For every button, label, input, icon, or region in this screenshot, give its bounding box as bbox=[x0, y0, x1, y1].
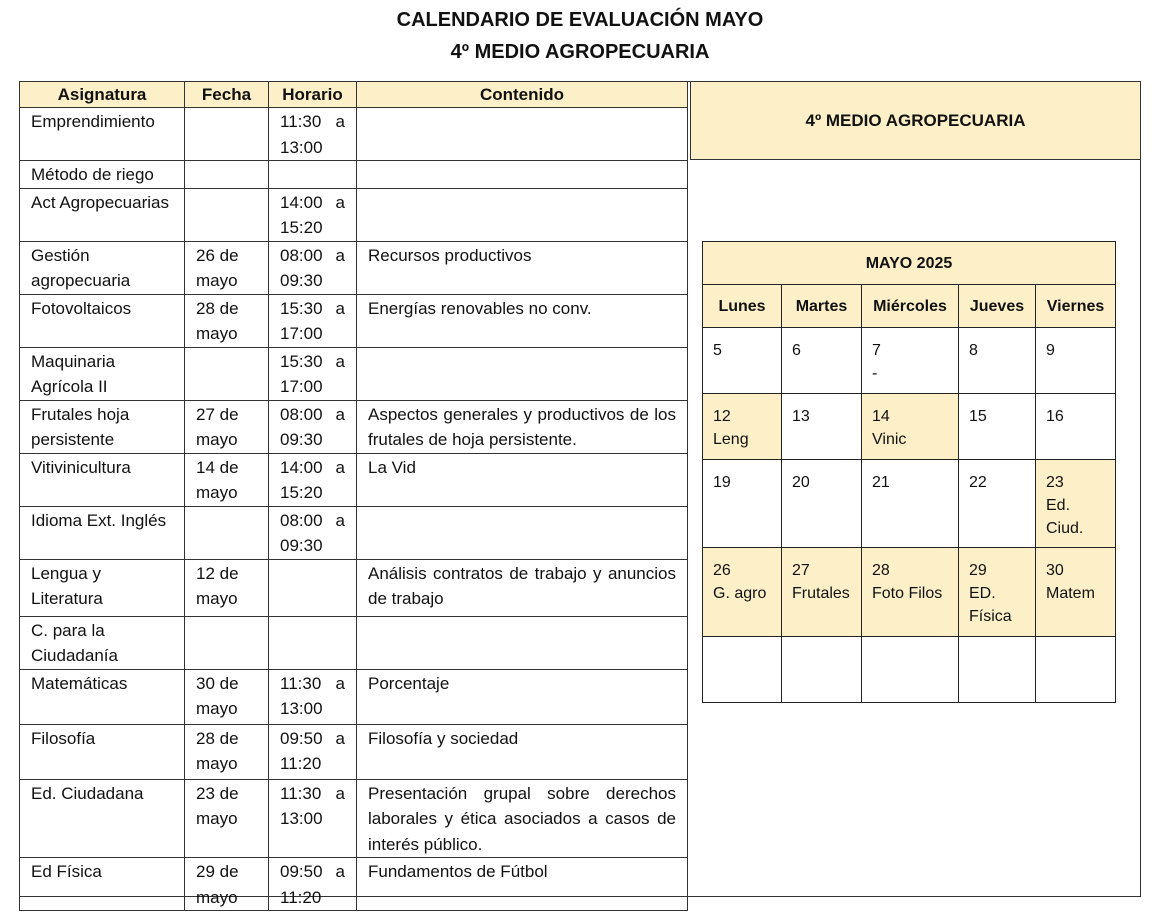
calendar bbox=[702, 241, 1116, 703]
calendar-day bbox=[703, 548, 782, 637]
cell-time bbox=[269, 616, 357, 669]
cell-date bbox=[185, 347, 269, 400]
day-number: 29 bbox=[969, 562, 987, 579]
cell-content: Análisis contratos de trabajo y anuncios de trabajo bbox=[357, 559, 688, 616]
table-row bbox=[20, 161, 688, 189]
weekday-header: Viernes bbox=[1036, 285, 1116, 328]
cell-date: 28 de mayo bbox=[185, 724, 269, 779]
calendar-day bbox=[1036, 460, 1116, 548]
day-event: Ed. Ciud. bbox=[1046, 497, 1084, 537]
calendar-day bbox=[703, 637, 782, 703]
day-event: - bbox=[872, 365, 878, 382]
cell-subject: Ed Física bbox=[20, 858, 185, 911]
cell-content: Fundamentos de Fútbol bbox=[357, 858, 688, 911]
cell-content: Aspectos generales y productivos de los frutales de hoja persistente. bbox=[357, 400, 688, 453]
cell-date bbox=[185, 108, 269, 161]
cell-subject: Método de riego bbox=[20, 161, 185, 189]
calendar-day bbox=[703, 460, 782, 548]
table-row bbox=[20, 241, 688, 294]
day-number: 16 bbox=[1046, 408, 1064, 425]
cell-content bbox=[357, 188, 688, 241]
table-row bbox=[20, 669, 688, 724]
day-number: 20 bbox=[792, 474, 810, 491]
day-number: 15 bbox=[969, 408, 987, 425]
calendar-day bbox=[862, 637, 959, 703]
header-fecha: Fecha bbox=[185, 82, 269, 108]
day-number: 27 bbox=[792, 562, 810, 579]
day-number: 7 bbox=[872, 342, 881, 359]
cell-time: 14:00 a 15:20 bbox=[269, 188, 357, 241]
cell-content: Porcentaje bbox=[357, 669, 688, 724]
cell-time: 08:00 a 09:30 bbox=[269, 506, 357, 559]
cell-time: 09:50 a 11:20 bbox=[269, 858, 357, 911]
cell-content: Recursos productivos bbox=[357, 241, 688, 294]
cell-date: 26 de mayo bbox=[185, 241, 269, 294]
day-number: 8 bbox=[969, 342, 978, 359]
cell-time: 08:00 a 09:30 bbox=[269, 400, 357, 453]
cell-subject: Frutales hoja persistente bbox=[20, 400, 185, 453]
cell-content: Presentación grupal sobre derechos laborales y ética asociados a casos de interés público. bbox=[357, 779, 688, 858]
calendar-day bbox=[862, 460, 959, 548]
cell-date: 14 de mayo bbox=[185, 453, 269, 506]
day-event: ED. Física bbox=[969, 585, 1012, 625]
calendar-day bbox=[862, 394, 959, 460]
calendar-day bbox=[1036, 548, 1116, 637]
cell-subject: Filosofía bbox=[20, 724, 185, 779]
calendar-day bbox=[782, 394, 862, 460]
calendar-day bbox=[862, 328, 959, 394]
calendar-day bbox=[959, 394, 1036, 460]
table-row bbox=[20, 858, 688, 911]
calendar-day bbox=[782, 637, 862, 703]
day-number: 14 bbox=[872, 408, 890, 425]
table-row bbox=[20, 506, 688, 559]
header-contenido: Contenido bbox=[357, 82, 688, 108]
cell-subject: Gestión agropecuaria bbox=[20, 241, 185, 294]
cell-time: 08:00 a 09:30 bbox=[269, 241, 357, 294]
page-subtitle: 4º MEDIO AGROPECUARIA bbox=[450, 41, 710, 63]
calendar-day bbox=[1036, 637, 1116, 703]
cell-time: 11:30 a 13:00 bbox=[269, 108, 357, 161]
table-row bbox=[20, 347, 688, 400]
day-event: Leng bbox=[713, 431, 749, 448]
calendar-day bbox=[703, 328, 782, 394]
page-title: CALENDARIO DE EVALUACIÓN MAYO bbox=[396, 9, 764, 31]
cell-subject: Lengua y Literatura bbox=[20, 559, 185, 616]
day-number: 9 bbox=[1046, 342, 1055, 359]
evaluation-table bbox=[19, 81, 688, 911]
cell-date bbox=[185, 161, 269, 189]
table-row bbox=[20, 453, 688, 506]
calendar-day bbox=[782, 548, 862, 637]
day-number: 22 bbox=[969, 474, 987, 491]
header-asignatura: Asignatura bbox=[20, 82, 185, 108]
day-number: 13 bbox=[792, 408, 810, 425]
cell-content bbox=[357, 347, 688, 400]
calendar-week bbox=[703, 328, 1116, 394]
cell-date: 27 de mayo bbox=[185, 400, 269, 453]
cell-content: La Vid bbox=[357, 453, 688, 506]
side-header: 4º MEDIO AGROPECUARIA bbox=[690, 81, 1141, 160]
table-header-row bbox=[20, 82, 688, 108]
day-event: G. agro bbox=[713, 585, 767, 602]
day-number: 28 bbox=[872, 562, 890, 579]
table-row bbox=[20, 400, 688, 453]
cell-content bbox=[357, 108, 688, 161]
cell-date bbox=[185, 506, 269, 559]
weekday-header: Miércoles bbox=[862, 285, 959, 328]
cell-date: 28 de mayo bbox=[185, 294, 269, 347]
day-number: 23 bbox=[1046, 474, 1064, 491]
day-number: 21 bbox=[872, 474, 890, 491]
cell-content bbox=[357, 616, 688, 669]
cell-date: 29 de mayo bbox=[185, 858, 269, 911]
weekday-header: Martes bbox=[782, 285, 862, 328]
cell-content: Energías renovables no conv. bbox=[357, 294, 688, 347]
day-event: Foto Filos bbox=[872, 585, 943, 602]
calendar-day bbox=[782, 460, 862, 548]
table-row bbox=[20, 779, 688, 858]
cell-subject: Vitivinicultura bbox=[20, 453, 185, 506]
day-event: Vinic bbox=[872, 431, 907, 448]
cell-subject: Emprendimiento bbox=[20, 108, 185, 161]
header-horario: Horario bbox=[269, 82, 357, 108]
day-event: Frutales bbox=[792, 585, 850, 602]
calendar-week bbox=[703, 637, 1116, 703]
calendar-day bbox=[862, 548, 959, 637]
table-row bbox=[20, 724, 688, 779]
cell-time: 15:30 a 17:00 bbox=[269, 294, 357, 347]
cell-time bbox=[269, 559, 357, 616]
cell-content bbox=[357, 161, 688, 189]
calendar-day bbox=[1036, 328, 1116, 394]
calendar-day bbox=[959, 328, 1036, 394]
table-row bbox=[20, 559, 688, 616]
cell-date bbox=[185, 188, 269, 241]
cell-subject: Ed. Ciudadana bbox=[20, 779, 185, 858]
cell-date: 12 de mayo bbox=[185, 559, 269, 616]
day-number: 5 bbox=[713, 342, 722, 359]
calendar-week bbox=[703, 460, 1116, 548]
calendar-day bbox=[782, 328, 862, 394]
day-number: 6 bbox=[792, 342, 801, 359]
cell-subject: Fotovoltaicos bbox=[20, 294, 185, 347]
day-number: 12 bbox=[713, 408, 731, 425]
day-number: 19 bbox=[713, 474, 731, 491]
cell-date: 30 de mayo bbox=[185, 669, 269, 724]
calendar-week bbox=[703, 394, 1116, 460]
table-row bbox=[20, 108, 688, 161]
cell-time: 09:50 a 11:20 bbox=[269, 724, 357, 779]
cell-content: Filosofía y sociedad bbox=[357, 724, 688, 779]
cell-subject: C. para la Ciudadanía bbox=[20, 616, 185, 669]
weekday-header: Jueves bbox=[959, 285, 1036, 328]
cell-time: 15:30 a 17:00 bbox=[269, 347, 357, 400]
cell-subject: Idioma Ext. Inglés bbox=[20, 506, 185, 559]
cell-time bbox=[269, 161, 357, 189]
calendar-day bbox=[1036, 394, 1116, 460]
cell-date: 23 de mayo bbox=[185, 779, 269, 858]
day-number: 30 bbox=[1046, 562, 1064, 579]
cell-subject: Maquinaria Agrícola II bbox=[20, 347, 185, 400]
calendar-day bbox=[959, 637, 1036, 703]
calendar-day bbox=[703, 394, 782, 460]
cell-content bbox=[357, 506, 688, 559]
cell-date bbox=[185, 616, 269, 669]
calendar-day bbox=[959, 548, 1036, 637]
cell-subject: Act Agropecuarias bbox=[20, 188, 185, 241]
cell-subject: Matemáticas bbox=[20, 669, 185, 724]
calendar-week bbox=[703, 548, 1116, 637]
table-row bbox=[20, 294, 688, 347]
calendar-day bbox=[959, 460, 1036, 548]
cell-time: 14:00 a 15:20 bbox=[269, 453, 357, 506]
day-event: Matem bbox=[1046, 585, 1095, 602]
day-number: 26 bbox=[713, 562, 731, 579]
table-row bbox=[20, 188, 688, 241]
cell-time: 11:30 a 13:00 bbox=[269, 779, 357, 858]
table-row bbox=[20, 616, 688, 669]
calendar-month: MAYO 2025 bbox=[703, 242, 1116, 285]
cell-time: 11:30 a 13:00 bbox=[269, 669, 357, 724]
weekday-header: Lunes bbox=[703, 285, 782, 328]
